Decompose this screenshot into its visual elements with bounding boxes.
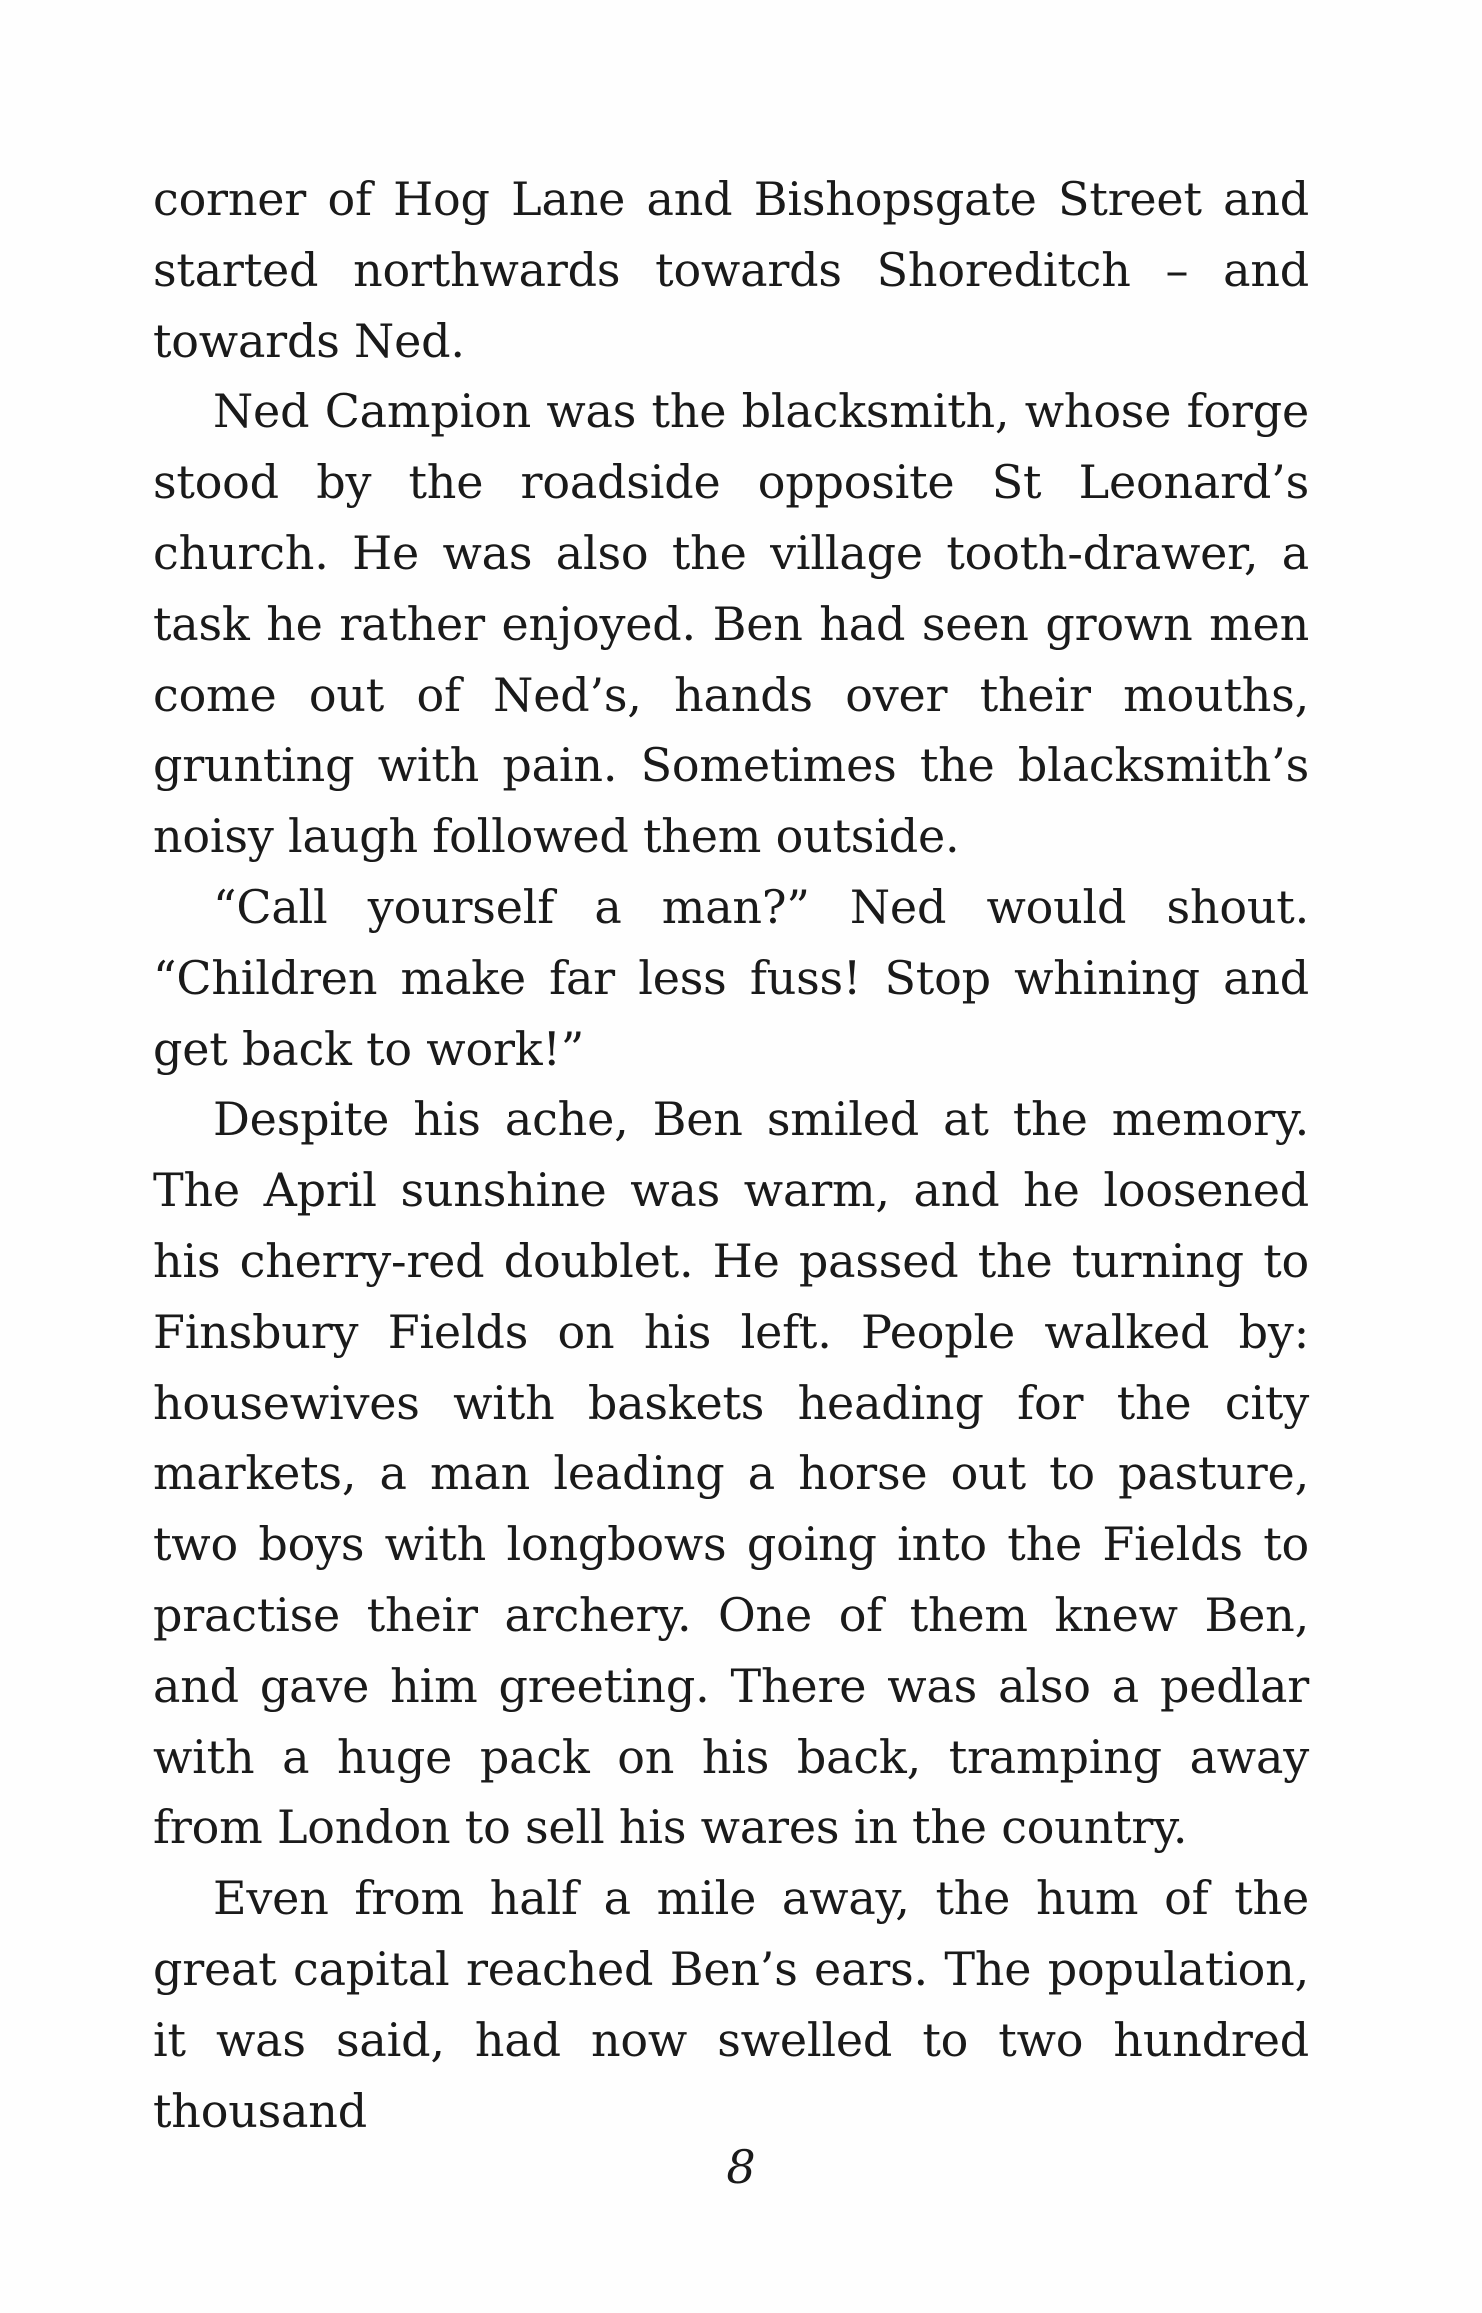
page-number: 8 — [726, 2140, 756, 2194]
paragraph-ned-campion: Ned Campion was the blacksmith, whose forge stood by the roadside opposite St Leonard’s church. He was also the village tooth-drawer, a task he rather enjoyed. Ben had seen grown men come out of Ned’s, hands over their mouths, grunting with pain. Sometimes the blacksmith’s noisy laugh followed them outside. — [153, 384, 1309, 864]
paragraph-ned-dialogue: “Call yourself a man?” Ned would shout. “Children make far less fuss! Stop whining and get back to work!” — [153, 879, 1309, 1076]
paragraph-continuation: corner of Hog Lane and Bishopsgate Street and started northwards towards Shoreditch – and towards Ned. — [153, 172, 1309, 368]
body-text — [153, 164, 1309, 2146]
paragraph-ben-walk: Despite his ache, Ben smiled at the memory. The April sunshine was warm, and he loosened his cherry-red doublet. He passed the turning to Finsbury Fields on his left. People walked by: housewives with baskets heading for the city markets, a man leading a horse out to pasture, two boys with longbows going into the Fields to practise their archery. One of them knew Ben, and gave him greeting. There was also a pedlar with a huge pack on his back, tramping away from London to sell his wares in the country. — [153, 1092, 1309, 1855]
paragraph-capital-hum: Even from half a mile away, the hum of the great capital reached Ben’s ears. The population, it was said, had now swelled to two hundred thousand — [153, 1871, 1309, 2138]
